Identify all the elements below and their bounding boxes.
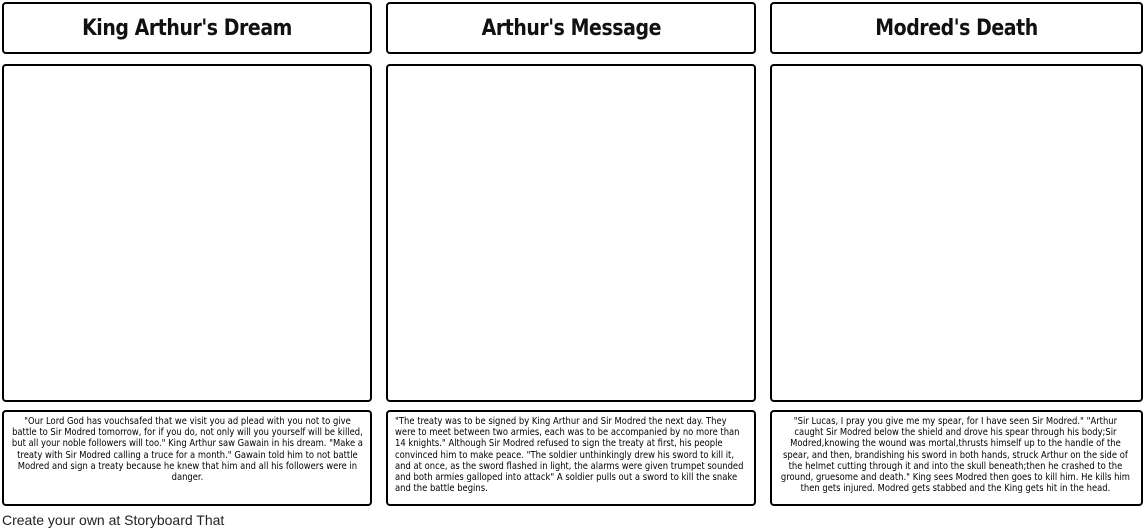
- cell-description-box[interactable]: [770, 410, 1143, 506]
- cell-title-box[interactable]: [386, 2, 756, 54]
- cell-description: "Sir Lucas, I pray you give me my spear, for I have seen Sir Modred." "Arthur caught Sir Modred below the shield and drove his spear through his body;Sir Modred,knowing the wound was mortal,thrusts himself up to the handle of the spear, and then, brandishing his sword in both hands, struck Arthur on the side of the helmet cutting through it and into the skull beneath;then he crashed to the ground, gruesome and death." King sees Modred then goes to kill him. He kills him then gets injured. Modred gets stabbed and the King gets hit in the head.: [780, 416, 1130, 495]
- cell-title: King Arthur's Dream: [82, 15, 292, 41]
- cell-title: Arthur's Message: [481, 15, 661, 41]
- cell-description-box[interactable]: [2, 410, 372, 506]
- cell-title-box[interactable]: [770, 2, 1143, 54]
- cell-title-box[interactable]: [2, 2, 372, 54]
- storyboard-that-watermark[interactable]: Create your own at Storyboard That: [2, 512, 225, 528]
- cell-description-box[interactable]: [386, 410, 756, 506]
- cell-image-area[interactable]: [386, 64, 756, 402]
- cell-image-area[interactable]: [2, 64, 372, 402]
- cell-description: "The treaty was to be signed by King Arthur and Sir Modred the next day. They were to meet between two armies, each was to be accompanied by no more than 14 knights." Although Sir Modred refused to sign the treaty at first, his people convinced him to make peace. "The soldier unthinkingly drew his sword to kill it, and at once, as the sword flashed in light, the alarms were given trumpet sounded and both armies galloped into attack" A soldier pulls out a sword to kill the snake and the battle begins.: [395, 416, 744, 495]
- cell-title: Modred's Death: [875, 15, 1038, 41]
- cell-description: "Our Lord God has vouchsafed that we visit you ad plead with you not to give battle to Sir Modred tomorrow, for if you do, not only will you yourself will be killed, but all your noble followers will too." King Arthur saw Gawain in his dream. "Make a treaty with Sir Modred calling a truce for a month." Gawain told him to not battle Modred and sign a treaty because he knew that him and all his followers were in danger.: [11, 416, 363, 484]
- cell-image-area[interactable]: [770, 64, 1143, 402]
